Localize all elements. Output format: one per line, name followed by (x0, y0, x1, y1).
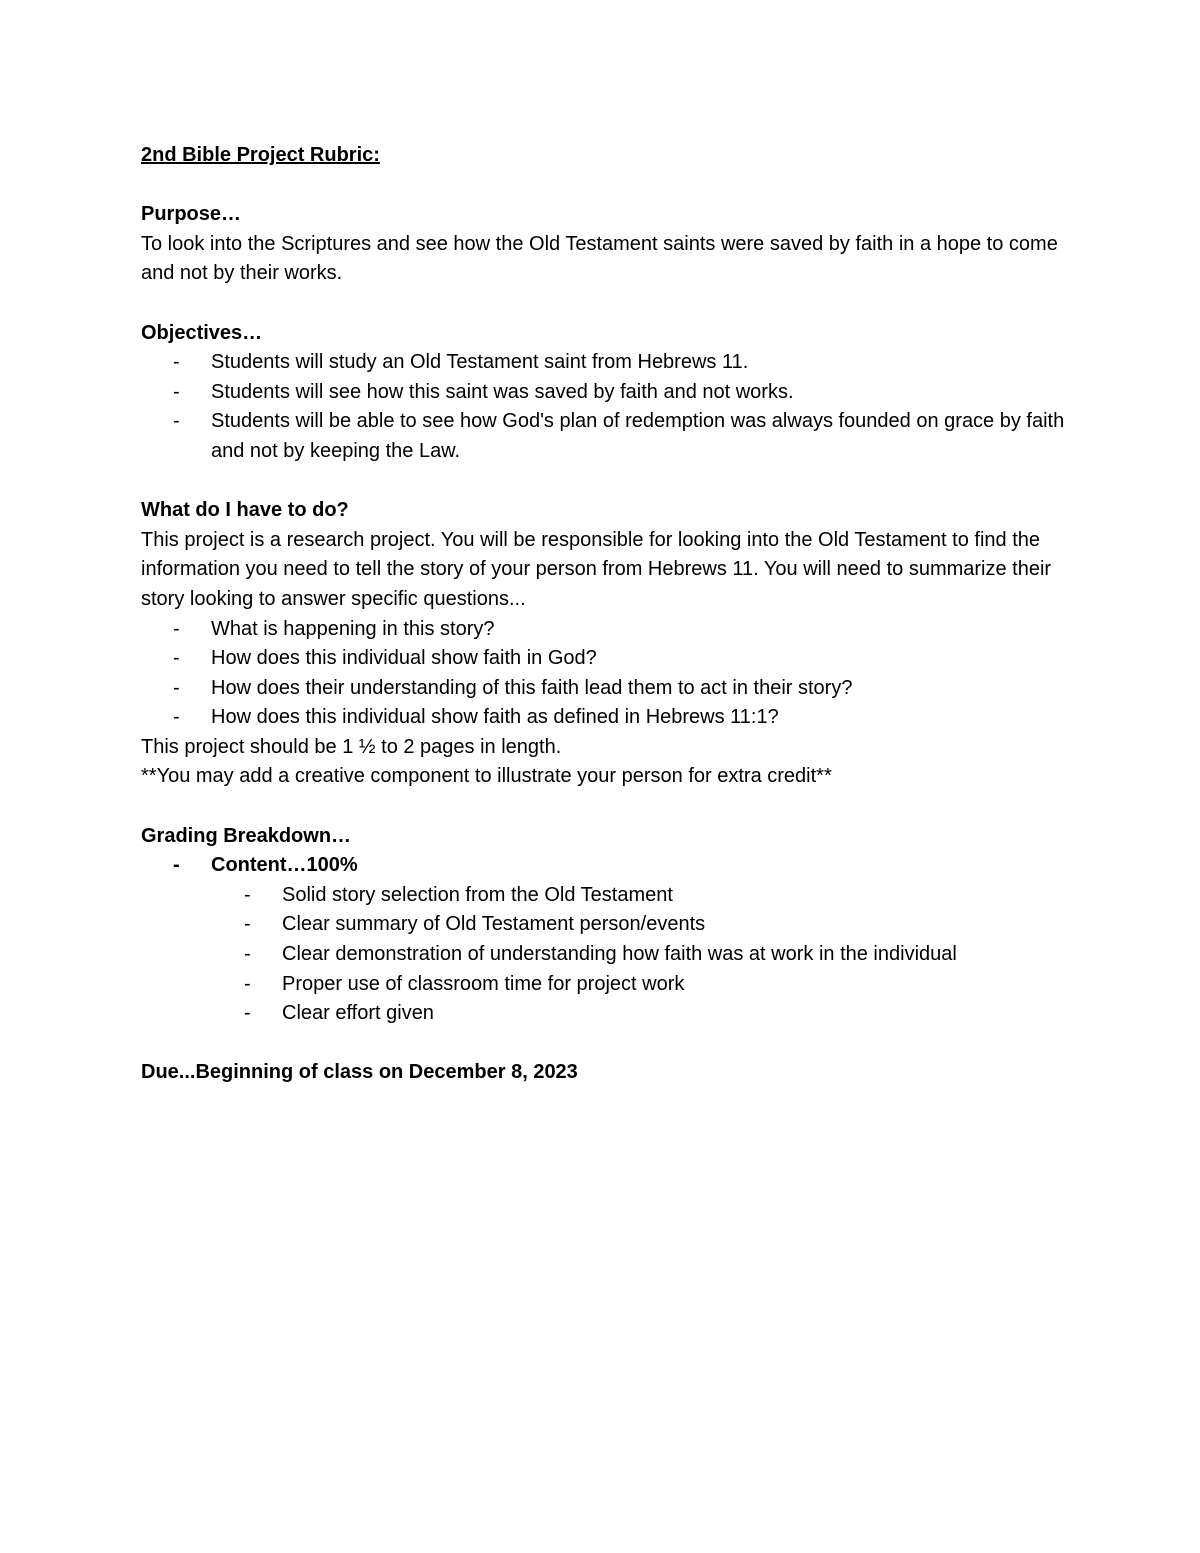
list-item (141, 407, 1071, 466)
document-title: 2nd Bible Project Rubric: (141, 144, 380, 166)
purpose-text: To look into the Scriptures and see how the Old Testament saints were saved by faith in a hope to come and not by their works. (141, 232, 1058, 285)
dash-bullet: - (244, 913, 251, 936)
dash-bullet: - (173, 647, 180, 670)
todo-heading: What do I have to do? (141, 499, 349, 522)
dash-bullet: - (173, 410, 180, 433)
dash-bullet: - (244, 883, 251, 906)
list-item (141, 881, 1071, 911)
list-item (141, 940, 1071, 970)
list-item (141, 644, 1071, 674)
todo-intro: This project is a research project. You will be responsible for looking into the Old Testament to find the information you need to tell the story of your person from Hebrews 11. You will need to summarize their story looking to answer specific questions... (141, 528, 1052, 610)
question-text: What is happening in this story? (211, 617, 495, 640)
objectives-list (141, 348, 1071, 466)
list-item (141, 674, 1071, 704)
dash-bullet: - (173, 706, 180, 729)
spacer (141, 792, 1071, 822)
criterion-text: Clear effort given (282, 1002, 434, 1025)
document-page (141, 141, 1071, 1088)
content-label: Content…100% (211, 854, 358, 877)
spacer (141, 1029, 1071, 1059)
dash-bullet: - (244, 943, 251, 966)
spacer (141, 289, 1071, 319)
list-item (141, 378, 1071, 408)
list-item (141, 970, 1071, 1000)
objective-text: Students will see how this saint was saved by faith and not works. (211, 380, 794, 403)
due-date: Due...Beginning of class on December 8, 2023 (141, 1061, 578, 1084)
extra-credit-note: **You may add a creative component to illustrate your person for extra credit** (141, 765, 832, 788)
dash-bullet: - (173, 351, 180, 374)
question-text: How does their understanding of this faith lead them to act in their story? (211, 676, 853, 699)
list-item (141, 910, 1071, 940)
dash-bullet: - (244, 972, 251, 995)
dash-bullet: - (173, 617, 180, 640)
grading-heading: Grading Breakdown… (141, 824, 352, 847)
dash-bullet: - (173, 854, 180, 877)
grading-criteria-list (141, 881, 1071, 1029)
objective-text: Students will study an Old Testament saint from Hebrews 11. (211, 351, 749, 374)
objectives-heading: Objectives… (141, 321, 263, 344)
list-item (141, 348, 1071, 378)
questions-list (141, 615, 1071, 733)
criterion-text: Clear demonstration of understanding how faith was at work in the individual (282, 943, 957, 966)
list-item (141, 999, 1071, 1029)
list-item (141, 615, 1071, 645)
dash-bullet: - (244, 1002, 251, 1025)
grading-list (141, 851, 1071, 881)
dash-bullet: - (173, 676, 180, 699)
spacer (141, 171, 1071, 201)
question-text: How does this individual show faith as defined in Hebrews 11:1? (211, 706, 779, 729)
list-item (141, 851, 1071, 881)
question-text: How does this individual show faith in God? (211, 647, 597, 670)
length-note: This project should be 1 ½ to 2 pages in length. (141, 735, 562, 758)
purpose-heading: Purpose… (141, 203, 242, 226)
spacer (141, 467, 1071, 497)
criterion-text: Proper use of classroom time for project work (282, 972, 685, 995)
objective-text: Students will be able to see how God's plan of redemption was always founded on grace by faith and not by keeping the Law. (211, 410, 1065, 462)
dash-bullet: - (173, 380, 180, 403)
list-item (141, 703, 1071, 733)
criterion-text: Clear summary of Old Testament person/events (282, 913, 706, 936)
criterion-text: Solid story selection from the Old Testament (282, 883, 673, 906)
